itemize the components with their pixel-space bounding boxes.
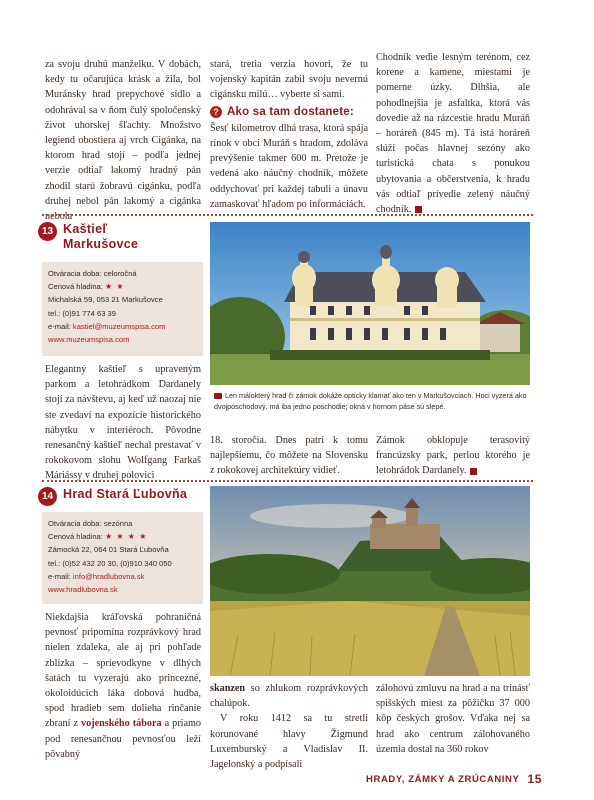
email [48,320,197,333]
paragraph-text: a priamo pod renesančnou pevnosťou leží pôvabný [45,718,201,760]
photo-caption [214,390,530,412]
section-title [63,222,138,252]
info-box [42,262,203,356]
phone: tel.: (0)52 432 20 30, (0)910 340 050 [48,558,172,568]
info-box [42,512,203,604]
section-divider [42,214,533,216]
address: Zámocká 22, 064 01 Stará Ľubovňa [48,545,169,555]
paragraph [45,610,201,762]
highlight-text: vojenského tábora [81,718,162,730]
website-link[interactable]: www.hradlubovna.sk [48,585,118,595]
paragraph [376,433,530,479]
website-link[interactable]: www.muzeumspisa.com [48,335,130,345]
paragraph: Šesť kilometrov dlhá trasa, ktorá spája rínok v obci Muráň s hradom, zdoláva prevýšenie takmer 600 m. Pretože je vedená ako náučný chodník, môžete oddychovať pri každej tabuli a únavu zamaskovať hľadom po informáciách. [210,122,368,210]
section-title: Hrad Stará Ľubovňa [63,487,188,501]
paragraph: Elegantný kaštieľ s upraveným parkom a letohrádkom Dardanely stojí za návštevu, aj keď už naozaj nie ste zvedaví na expozície historického nábytku v interiéroch. Pôvodne renesančný kaštieľ nechal prestavať v rokokovom slohu Wolfgang Farkaš Máriássy v druhej polovici [45,364,201,482]
opening-hours: Otváracia doba: celoročná [48,269,137,278]
section-number-badge: 13 [38,222,57,241]
paragraph-text: Niekdajšia kráľovská pohraničná pevnosť pripomína rozprávkový hrad nielen zdaleka, ale aj pri pohľade zblízka – sprievodkyne v dlhých šatách tu vyzerajú ako princezné, okoloidúcich láka dobová hudba, spod hradieb sem dolieha rinčanie zbraní z [45,612,201,730]
section-title-line2: Markušovce [63,237,139,251]
section-13-body-col3 [376,433,530,479]
section-13-body [45,362,201,484]
email-label: e-mail: [48,571,71,581]
section-14-heading [38,487,187,506]
email [48,570,197,583]
section-title-line1: Kaštieľ [63,222,108,236]
route-title: Ako sa tam dostanete: [227,105,354,118]
star-rating-icon: ★ ★ ★ ★ [105,532,148,542]
email-link[interactable]: info@hradlubovna.sk [72,571,145,581]
paragraph-text: Chodník vedie lesným terénom, cez korene a kamene, miestami je pomerne úzky. Dlhšia, ale pohodlnejšia je asfaltka, ktorá vás dovedie až na rázcestie hradu Muráň – horáreň (845 m). Tá istá horáreň slúži počas hlavnej sezóny ako turistická chata s ponukou ubytovania a občerstvenia, k hradu vás odtiaľ privedie zelený náučný chodník. [376,52,530,216]
section-14-body [45,610,201,762]
section-divider [42,480,533,482]
running-section-title: HRADY, ZÁMKY A ZRÚCANINY [366,773,520,785]
caption-text: Len málokterý hrad či zámok dokáže opticky klamať ako ten v Markušovciach. Hoci vyzerá ako dvojposchodový, má iba jedno poschodie; okná v hornom páse sú slepé. [214,391,527,411]
question-icon: ? [210,106,222,118]
address: Michalská 59, 053 21 Markušovce [48,295,163,305]
paragraph: za svoju druhú manželku. V dobách, kedy tu očarujúca krásk a žila, bol Muránsky hrad prepychové sídlo a odohrával sa v ňom čulý spoločenský život uhorskej šľachty. Množstvo legiend obostiera aj vrch Cigánka, na ktorom hrad stojí – podľa jednej verzie odtiaľ lakomý hradný pán zhodil starú žobravú cigánku, podľa druhej nebol pán lakomý a cigánka nebola [45,59,201,223]
end-mark-icon [470,468,477,475]
opening-hours: Otváracia doba: sezónna [48,519,133,528]
section-13-heading [38,222,138,252]
section-number-badge: 14 [38,487,57,506]
section-13-body-col2 [210,433,368,479]
page-number: 15 [527,772,542,786]
end-mark-icon [415,206,422,213]
paragraph [376,50,530,217]
paragraph: 18. storočia. Dnes patrí k tomu najlepšiemu, čo môžete na Slovensku z rokokovej architektúry vidieť. [210,435,368,477]
photo-markusovce-manor [210,222,530,385]
email-label: e-mail: [48,321,71,331]
text-column-1-top [45,57,201,224]
highlight-text: skanzen [210,683,246,694]
star-rating-icon: ★ ★ [105,282,125,292]
price-label: Cenová hladina: [48,282,103,292]
price-level [48,530,197,543]
phone: tel.: (0)91 774 63 39 [48,308,116,318]
text-column-2-top [210,57,368,212]
route-heading [210,105,368,120]
castle-illustration [210,486,530,676]
paragraph: V roku 1412 sa tu stretli korunované hlavy Žigmund Luxemburský a Vladislav II. Jagelonský a podpísali [210,713,368,771]
camera-icon [214,393,222,399]
paragraph-text: so zhlukom rozprávkových chalúpok. [210,683,368,710]
photo-stara-lubovna-castle [210,486,530,676]
price-level [48,280,197,293]
price-label: Cenová hladina: [48,532,103,542]
manor-illustration [210,222,530,385]
text-column-3-top [376,50,530,217]
paragraph [210,681,368,711]
section-14-body-col3 [376,681,530,757]
email-link[interactable]: kastiel@muzeumspisa.com [72,321,166,331]
paragraph-text: Zámok obklopuje terasovitý francúzsky park, perlou ktorého je letohrádok Dardanely. [376,435,530,477]
section-14-body-col2 [210,681,368,772]
page-footer [366,772,542,786]
paragraph: zálohovú zmluvu na hrad a na trinásť spišských miest za pôžičku 37 000 kôp českých grošov. Vďaka nej sa hrad ako centrum zálohovaného územia dostal na 360 rokov [376,683,530,755]
paragraph: stará, tretia verzia hovorí, že tu vojenský kapitán zabil svoju nevernú cigánsku milú… vyberte si sami. [210,59,368,101]
